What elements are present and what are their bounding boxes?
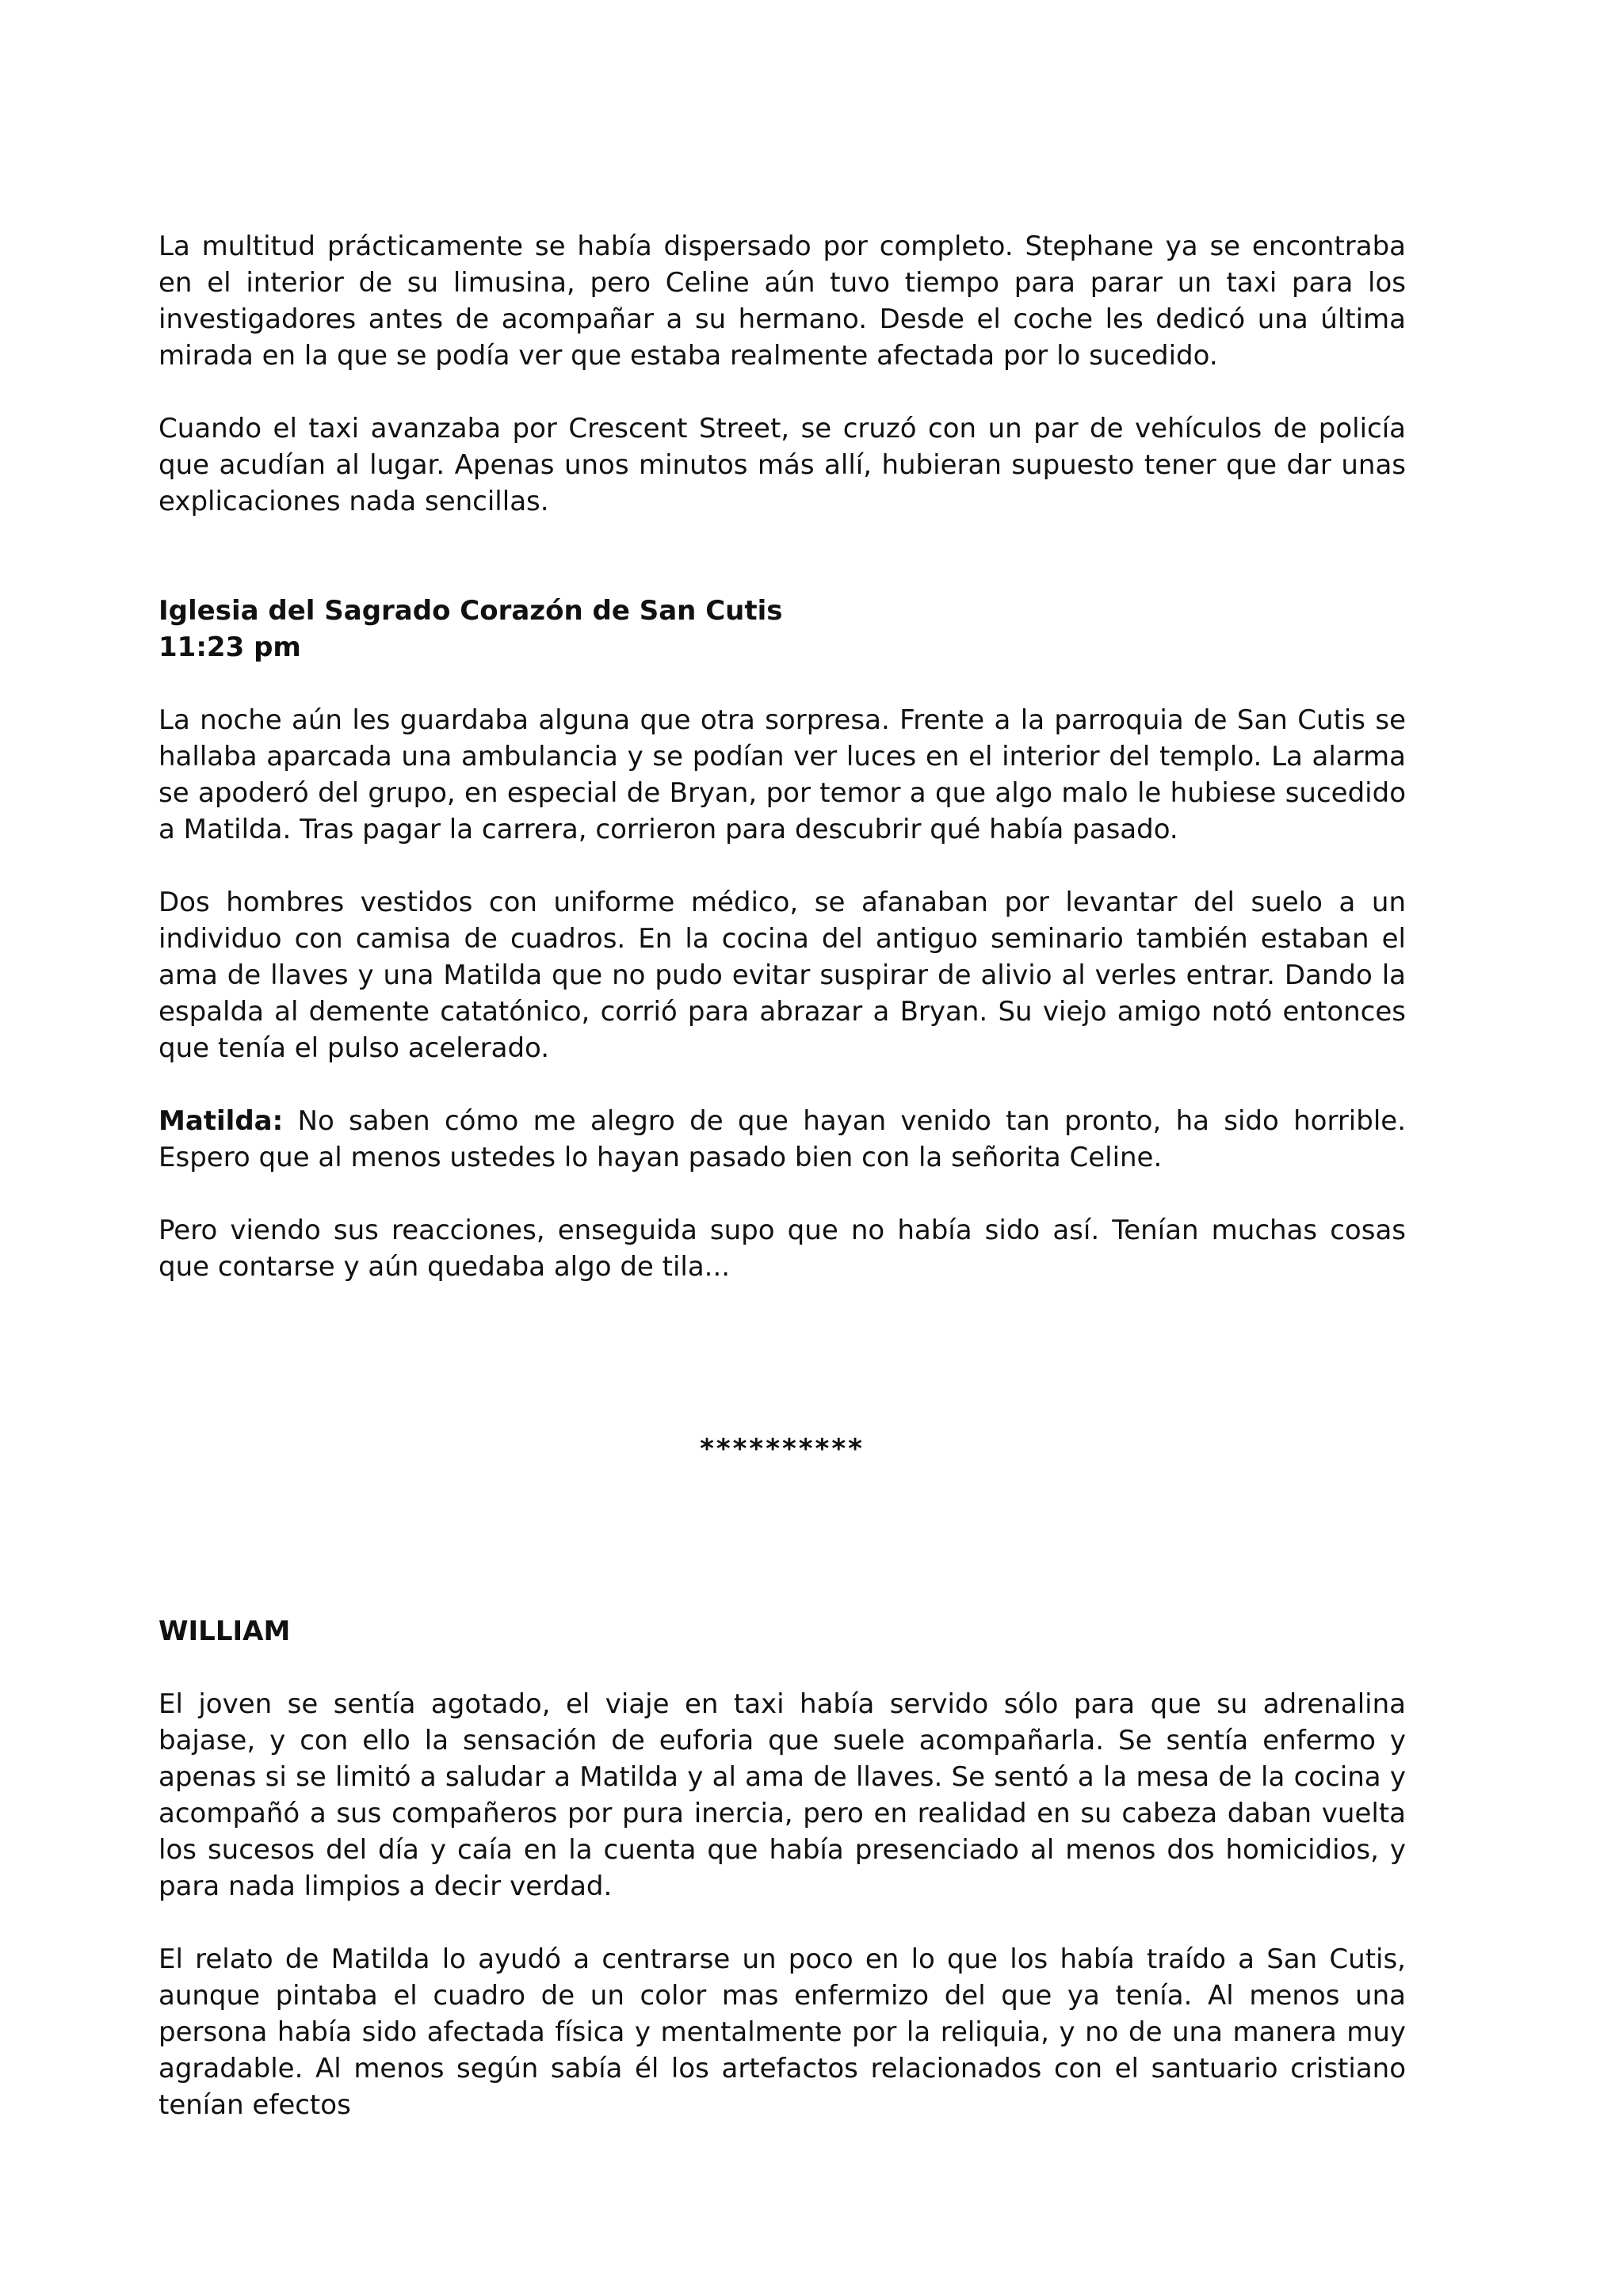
scene-place: Iglesia del Sagrado Corazón de San Cutis bbox=[158, 595, 783, 627]
dialogue-speaker: Matilda: bbox=[158, 1105, 284, 1137]
document-page bbox=[158, 228, 1406, 2123]
dialogue-matilda bbox=[158, 1103, 1406, 1176]
paragraph-william-tired: El joven se sentía agotado, el viaje en taxi había servido sólo para que su adrenalina bajase, y con ello la sensación de euforia que suele acompañarla. Se sentía enfermo y apenas si se limitó a saludar a Matilda y al ama de llaves. Se sentó a la mesa de la cocina y acompañó a sus compañeros por pura inercia, pero en realidad en su cabeza daban vuelta los sucesos del día y caía en la cuenta que había presenciado al menos dos homicidios, y para nada limpios a decir verdad. bbox=[158, 1688, 1406, 1902]
scene-time: 11:23 pm bbox=[158, 631, 301, 663]
chapter-title: WILLIAM bbox=[158, 1615, 291, 1647]
paragraph-closing: Pero viendo sus reacciones, enseguida supo que no había sido así. Tenían muchas cosas que contarse y aún quedaba algo de tila... bbox=[158, 1215, 1406, 1283]
section-separator: ********** bbox=[700, 1433, 865, 1465]
paragraph-crescent-street: Cuando el taxi avanzaba por Crescent Street, se cruzó con un par de vehículos de policía que acudían al lugar. Apenas unos minutos más allí, hubieran supuesto tener que dar unas explicaciones nada sencillas. bbox=[158, 413, 1406, 517]
paragraph-ambulance: La noche aún les guardaba alguna que otra sorpresa. Frente a la parroquia de San Cutis se hallaba aparcada una ambulancia y se podían ver luces en el interior del templo. La alarma se apoderó del grupo, en especial de Bryan, por temor a que algo malo le hubiese sucedido a Matilda. Tras pagar la carrera, corrieron para descubrir qué había pasado. bbox=[158, 704, 1406, 845]
paragraph-medics: Dos hombres vestidos con uniforme médico, se afanaban por levantar del suelo a un individuo con camisa de cuadros. En la cocina del antiguo seminario también estaban el ama de llaves y una Matilda que no pudo evitar suspirar de alivio al verles entrar. Dando la espalda al demente catatónico, corrió para abrazar a Bryan. Su viejo amigo notó entonces que tenía el pulso acelerado. bbox=[158, 887, 1406, 1064]
paragraph-matilda-story: El relato de Matilda lo ayudó a centrarse un poco en lo que los había traído a San Cutis, aunque pintaba el cuadro de un color mas enfermizo del que ya tenía. Al menos una persona había sido afectada física y mentalmente por la reliquia, y no de una manera muy agradable. Al menos según sabía él los artefactos relacionados con el santuario cristiano tenían efectos bbox=[158, 1943, 1406, 2121]
scene-heading bbox=[158, 593, 1406, 666]
paragraph-dispersal: La multitud prácticamente se había dispersado por completo. Stephane ya se encontraba en el interior de su limusina, pero Celine aún tuvo tiempo para parar un taxi para los investigadores antes de acompañar a su hermano. Desde el coche les dedicó una última mirada en la que se podía ver que estaba realmente afectada por lo sucedido. bbox=[158, 231, 1406, 372]
dialogue-text: No saben cómo me alegro de que hayan venido tan pronto, ha sido horrible. Espero que al menos ustedes lo hayan pasado bien con la señorita Celine. bbox=[158, 1105, 1406, 1173]
